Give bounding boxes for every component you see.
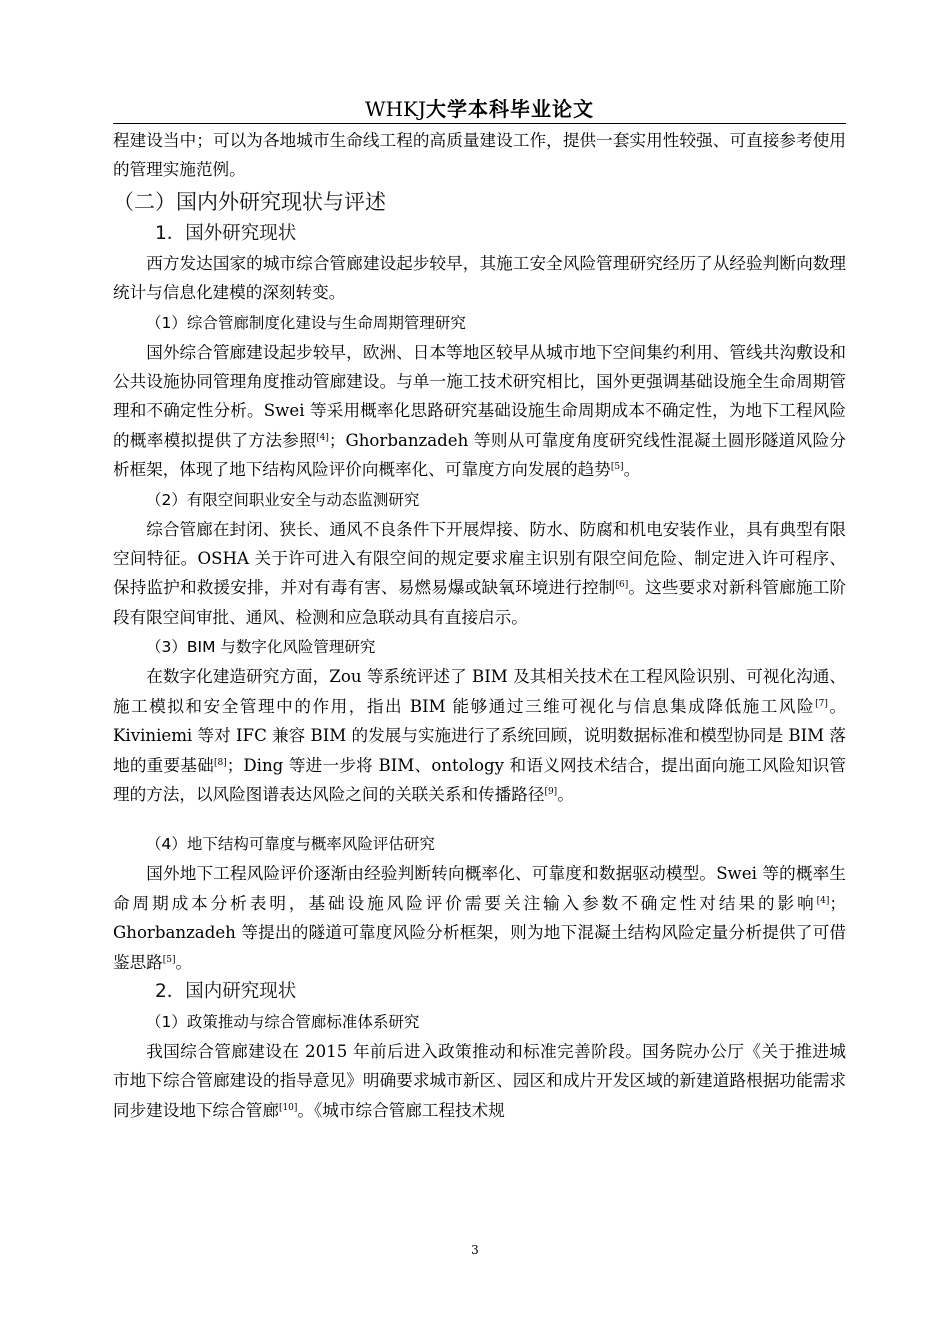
- citation: [10]: [278, 1102, 298, 1113]
- paragraph: [113, 859, 846, 977]
- citation: [5]: [610, 462, 624, 473]
- paragraph-text: 。: [623, 460, 641, 480]
- subsection-heading: 1．国外研究现状: [155, 222, 297, 244]
- header-rule: [113, 123, 846, 124]
- paragraph: 西方发达国家的城市综合管廊建设起步较早，其施工安全风险管理研究经历了从经验判断向数理统计与信息化建模的深刻转变。: [113, 253, 846, 303]
- subsubsection-heading: （2）有限空间职业安全与动态监测研究: [146, 490, 420, 509]
- section-heading: （二）国内外研究现状与评述: [113, 189, 386, 214]
- paragraph: [113, 662, 846, 809]
- paragraph-text: ；Ghorbanzadeh 等提出的隧道可靠度风险分析框架，则为地下混凝土结构风险定量分析提供了可借鉴思路: [113, 893, 846, 972]
- paragraph-text: ；Ghorbanzadeh 等则从可靠度角度研究线性混凝土圆形隧道风险分析框架，体现了地下结构风险评价向概率化、可靠度方向发展的趋势: [113, 430, 847, 480]
- paragraph-text: 我国综合管廊建设在 2015 年前后进入政策推动和标准完善阶段。国务院办公厅《关于推进城市地下综合管廊建设的指导意见》明确要求城市新区、园区和成片开发区域的新建道路根据功能需求同步建设地下综合管廊: [113, 1041, 846, 1120]
- citation: [7]: [815, 698, 828, 709]
- citation: [9]: [544, 786, 558, 797]
- document-body: [113, 126, 846, 1125]
- paragraph-text: 综合管廊在封闭、狭长、通风不良条件下开展焊接、防水、防腐和机电安装作业，具有典型有限空间特征。OSHA 关于许可进入有限空间的规定要求雇主识别有限空间危险、制定进入许可程序、保持监护和救援安排，并对有毒有害、易燃易爆或缺氧环境进行控制: [113, 519, 846, 598]
- paragraph-text: 。: [175, 952, 193, 972]
- paragraph: [113, 1037, 846, 1125]
- subsection-heading: 2．国内研究现状: [155, 980, 297, 1002]
- paragraph-text: 。《城市综合管廊工程技术规: [297, 1100, 505, 1120]
- paragraph: [113, 515, 846, 633]
- citation: [5]: [162, 954, 176, 965]
- citation: [4]: [816, 895, 830, 906]
- header-prefix: WHKJ: [365, 97, 426, 121]
- subsubsection-heading: （4）地下结构可靠度与概率风险评估研究: [146, 835, 435, 854]
- citation: [8]: [214, 757, 227, 768]
- paragraph-text: ；Ding 等进一步将 BIM、ontology 和语义网技术结合，提出面向施工风险知识管理的方法，以风险图谱表达风险之间的关联关系和传播路径: [113, 755, 846, 804]
- subsubsection-heading: （3）BIM 与数字化风险管理研究: [146, 638, 376, 657]
- citation: [4]: [316, 432, 329, 443]
- paragraph-text: 国外综合管廊建设起步较早，欧洲、日本等地区较早从城市地下空间集约利用、管线共沟敷设和公共设施协同管理角度推动管廊建设。与单一施工技术研究相比，国外更强调基础设施全生命周期管理和不确定性分析。Swei 等采用概率化思路研究基础设施生命周期成本不确定性，为地下工程风险的概率模拟提供了方法参照: [113, 342, 846, 450]
- paragraph-text: 。这些要求对新科管廊施工阶段有限空间审批、通风、检测和应急联动具有直接启示。: [113, 578, 846, 627]
- paragraph-text: 。Kiviniemi 等对 IFC 兼容 BIM 的发展与实施进行了系统回顾，说明数据标准和模型协同是 BIM 落地的重要基础: [113, 696, 846, 775]
- subsubsection-heading: （1）综合管廊制度化建设与生命周期管理研究: [146, 313, 466, 332]
- paragraph-text: 国外地下工程风险评价逐渐由经验判断转向概率化、可靠度和数据驱动模型。Swei 等的概率生命周期成本分析表明，基础设施风险评价需要关注输入参数不确定性对结果的影响: [113, 864, 846, 913]
- blank-line: [113, 809, 846, 829]
- paragraph: 程建设当中；可以为各地城市生命线工程的高质量建设工作，提供一套实用性较强、可直接参考使用的管理实施范例。: [113, 131, 846, 180]
- paragraph: [113, 338, 846, 485]
- subsubsection-heading: （1）政策推动与综合管廊标准体系研究: [146, 1012, 420, 1031]
- paragraph-text: 在数字化建造研究方面，Zou 等系统评述了 BIM 及其相关技术在工程风险识别、可视化沟通、施工模拟和安全管理中的作用，指出 BIM 能够通过三维可视化与信息集成降低施工风险: [113, 667, 846, 716]
- page-number: 3: [471, 1243, 479, 1257]
- paragraph-text: 。: [557, 784, 574, 804]
- page-header: [113, 96, 846, 122]
- header-title: 大学本科毕业论文: [425, 97, 594, 121]
- citation: [6]: [615, 580, 629, 591]
